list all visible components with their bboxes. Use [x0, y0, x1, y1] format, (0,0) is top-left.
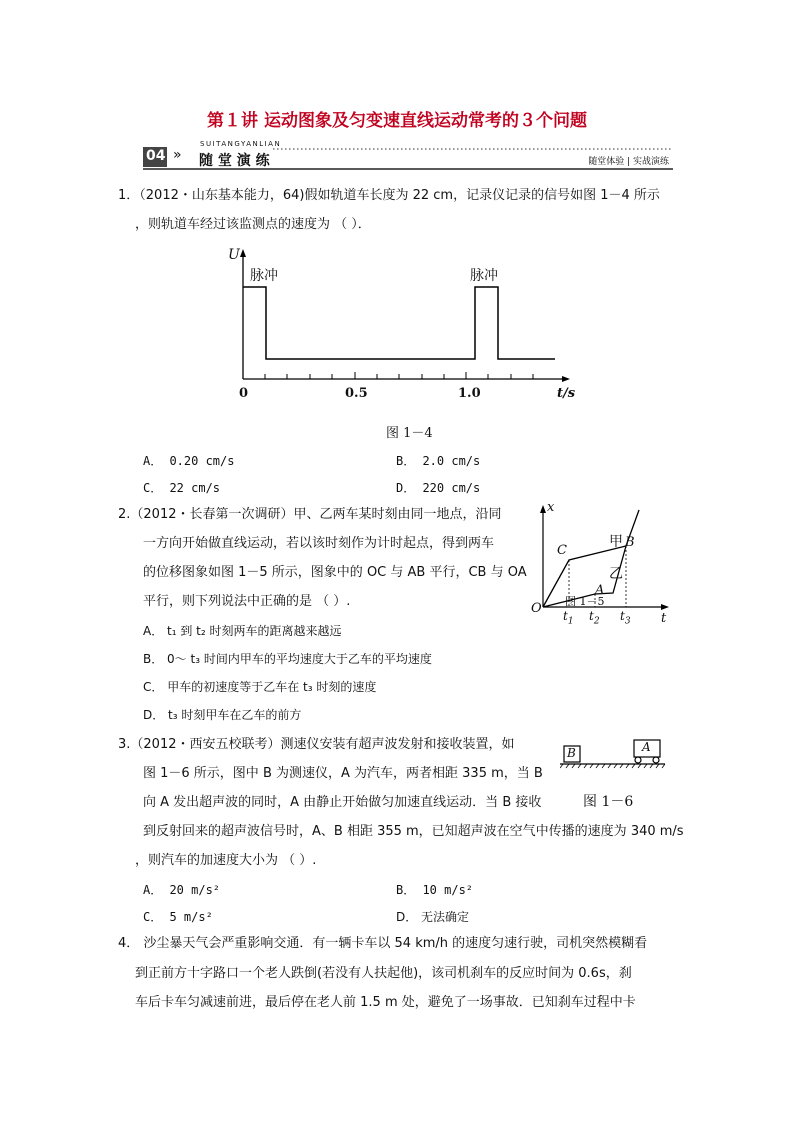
- fig5-point-c: C: [557, 543, 567, 558]
- figure-1-5-caption: 图 1－5: [565, 595, 605, 608]
- q3-line-2: 图 1－6 所示，图中 B 为测速仪，A 为汽车，两者相距 335 m，当 B: [143, 766, 543, 781]
- banner-arrows: »: [173, 147, 182, 163]
- q3-line-5: ，则汽车的加速度大小为 （ ）.: [135, 853, 317, 868]
- fig5-t3: $t_3$: [620, 609, 631, 627]
- q3-option-b[interactable]: B． 10 m/s²: [396, 883, 474, 897]
- fig6-label-b: B: [567, 746, 576, 760]
- page-title: 第１讲 运动图象及匀变速直线运动常考的３个问题: [207, 111, 587, 131]
- q3-line-4: 到反射回来的超声波信号时，A、B 相距 355 m，已知超声波在空气中传播的速度为 340 m/s: [143, 824, 684, 839]
- figure-1-6-caption: 图 1－6: [583, 794, 634, 810]
- fig5-t2: $t_2$: [589, 609, 600, 627]
- banner-right-label: 随堂体验 | 实战演练: [588, 157, 669, 167]
- banner-label: 随 堂 演 练: [199, 153, 270, 169]
- fig5-jia-label: 甲: [609, 534, 623, 550]
- pulse-label-2: 脉冲: [470, 268, 498, 284]
- q2-option-c[interactable]: C． 甲车的初速度等于乙车在 t₃ 时刻的速度: [143, 680, 377, 694]
- q4-line-3: 车后卡车匀减速前进，最后停在老人前 1.5 m 处，避免了一场事故．已知刹车过程中卡: [135, 995, 636, 1010]
- q2-option-b[interactable]: B． 0～ t₃ 时间内甲车的平均速度大于乙车的平均速度: [143, 652, 432, 666]
- fig5-x-label: x: [547, 500, 555, 515]
- fig5-point-a: A: [595, 583, 605, 598]
- car-wheel-front: [653, 757, 659, 763]
- q1-option-d[interactable]: D． 220 cm/s: [396, 481, 481, 495]
- figure-1-5-graph: [525, 497, 675, 632]
- tick-label-0: 0: [239, 386, 249, 401]
- fig5-yi-label: 乙: [609, 566, 623, 582]
- figure-1-6-drawing: [560, 734, 675, 774]
- t-axis-arrow: [562, 376, 570, 382]
- t-axis-label: t/s: [557, 386, 576, 401]
- car-wheel-rear: [635, 757, 641, 763]
- figure-1-4-caption: 图 1－4: [386, 426, 433, 441]
- section-banner: [143, 136, 673, 172]
- t-axis-ticks: [243, 372, 533, 379]
- banner-number: 04: [146, 148, 166, 164]
- fig5-point-b: B: [625, 535, 635, 550]
- fig6-label-a: A: [642, 740, 651, 754]
- q3-option-d[interactable]: D． 无法确定: [396, 910, 470, 924]
- q1-option-b[interactable]: B． 2.0 cm/s: [396, 454, 481, 468]
- q1-line-2: ，则轨道车经过该监测点的速度为 （ ）．: [135, 217, 371, 232]
- signal-trace: [243, 287, 555, 359]
- tick-label-0-5: 0.5: [345, 386, 368, 401]
- q1-option-c[interactable]: C． 22 cm/s: [143, 481, 221, 495]
- figure-1-6: [560, 734, 675, 774]
- pulse-label-1: 脉冲: [250, 268, 278, 284]
- q3-line-3: 向 A 发出超声波的同时，A 由静止开始做匀加速直线运动．当 B 接收: [143, 795, 542, 810]
- q2-option-d[interactable]: D． t₃ 时刻甲车在乙车的前方: [143, 708, 302, 722]
- u-axis-arrow: [240, 249, 246, 257]
- q2-line-2: 一方向开始做直线运动，若以该时刻作为计时起点，得到两车: [143, 536, 495, 551]
- q3-line-1: 3.（2012・西安五校联考）测速仪安装有超声波发射和接收装置，如: [118, 737, 515, 752]
- figure-1-4: [220, 245, 580, 415]
- q3-option-a[interactable]: A． 20 m/s²: [143, 883, 221, 897]
- q2-line-3: 的位移图象如图 1－5 所示，图象中的 OC 与 AB 平行，CB 与 OA: [143, 565, 527, 580]
- banner-pinyin: SUITANGYANLIAN: [200, 140, 282, 148]
- q4-line-2: 到正前方十字路口一个老人跌倒(若没有人扶起他)，该司机刹车的反应时间为 0.6s，刹: [135, 966, 632, 981]
- figure-1-5: [525, 497, 675, 632]
- q4-line-1: 4． 沙尘暴天气会严重影响交通．有一辆卡车以 54 km/h 的速度匀速行驶，司机突然模糊看: [118, 936, 648, 951]
- fig5-t-label: t: [661, 611, 667, 626]
- fig5-point-o: O: [531, 601, 542, 616]
- q1-line-1: 1．（2012・山东基本能力，64)假如轨道车长度为 22 cm，记录仪记录的信号如图 1－4 所示: [118, 188, 660, 203]
- q2-line-1: 2.（2012・长春第一次调研）甲、乙两车某时刻由同一地点，沿同: [118, 507, 502, 522]
- q2-option-a[interactable]: A． t₁ 到 t₂ 时刻两车的距离越来越远: [143, 624, 342, 638]
- u-axis-label: U: [228, 247, 240, 263]
- q1-option-a[interactable]: A． 0.20 cm/s: [143, 454, 235, 468]
- fig5-t1: $t_1$: [563, 609, 574, 627]
- q2-line-4: 平行，则下列说法中正确的是 （ ）.: [143, 594, 351, 609]
- q3-option-c[interactable]: C． 5 m/s²: [143, 910, 213, 924]
- tick-label-1-0: 1.0: [458, 386, 481, 401]
